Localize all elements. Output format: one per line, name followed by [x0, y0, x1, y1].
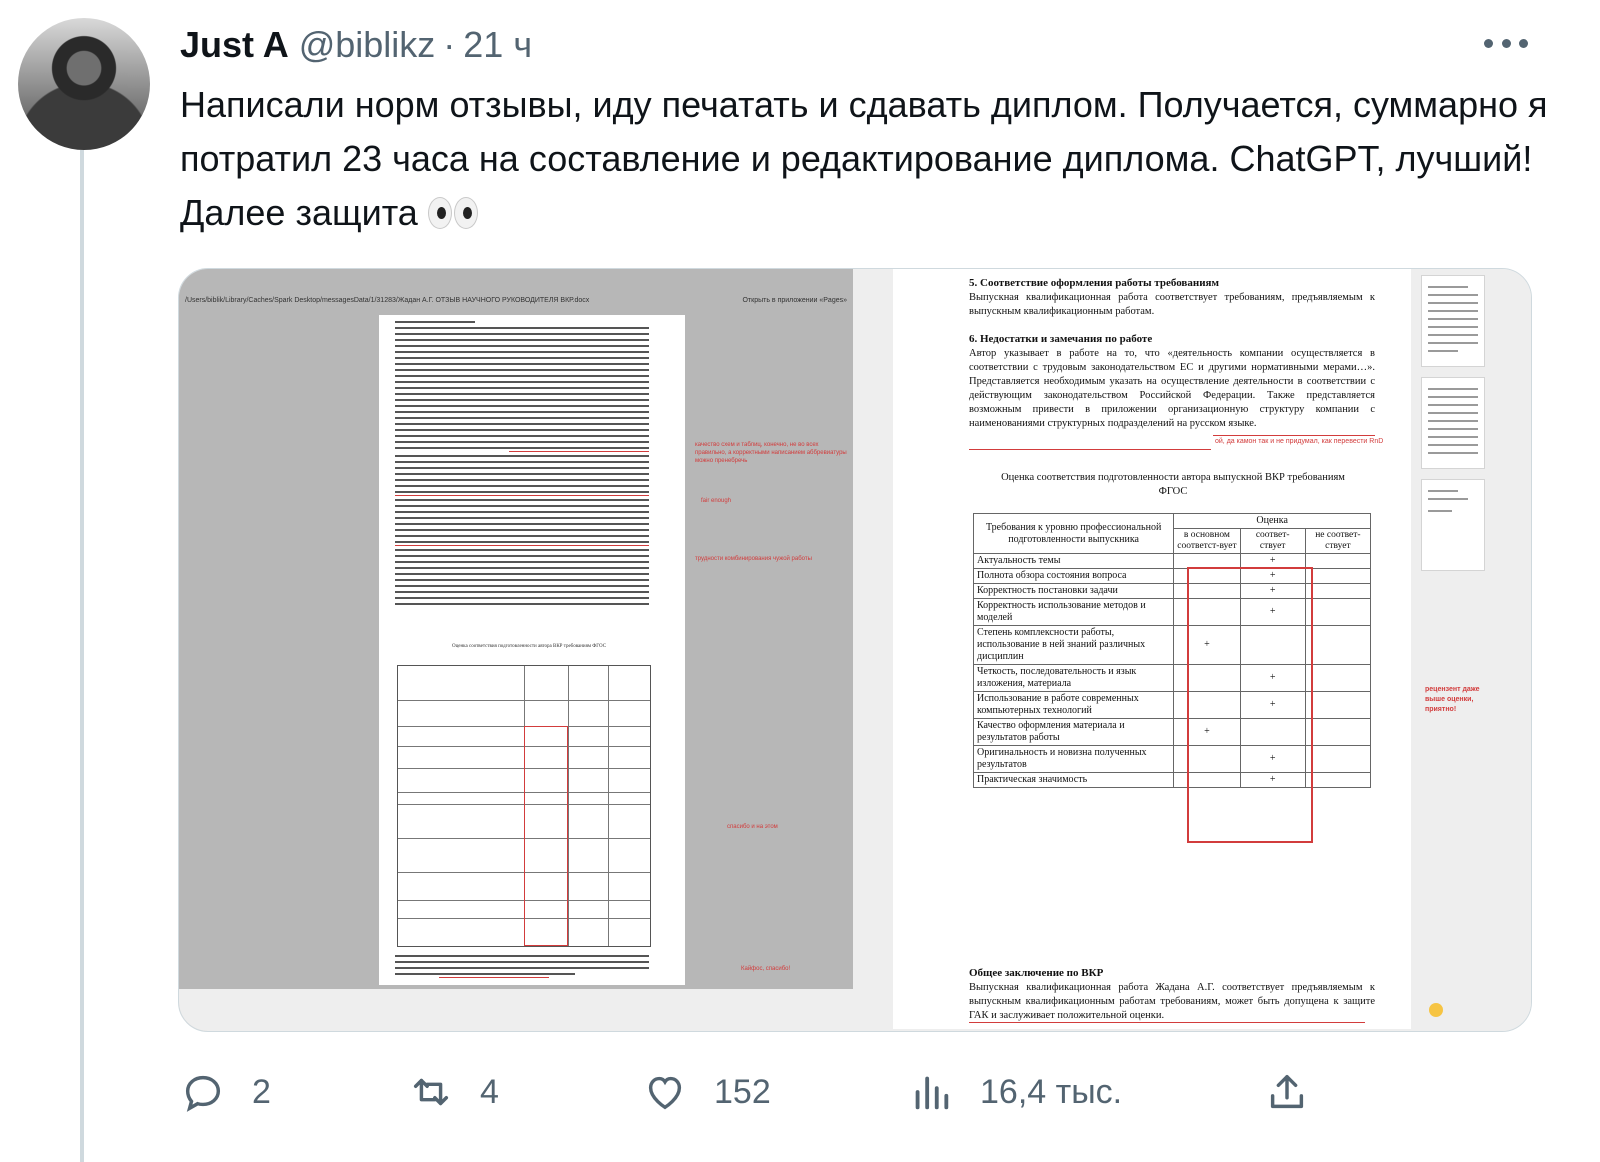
tweet-body: Написали норм отзывы, иду печатать и сдавать диплом. Получается, суммарно я потратил 23 часа на составление и редактирование диплома. ChatGPT, лучший! Далее защита — [180, 84, 1548, 233]
author-handle[interactable]: @biblikz — [298, 24, 436, 65]
annotation-schemes: качество схем и таблиц, конечно, не во всех правильно, а корректными написанием аббревиатуры можно пренебречь — [695, 442, 847, 464]
table-row: Степень комплексности работы, использование в ней знаний различных дисциплин + — [974, 626, 1371, 665]
section5-title: 5. Соответствие оформления работы требованиям — [969, 277, 1219, 289]
table-row: Корректность постановки задачи + — [974, 584, 1371, 599]
conclusion-text: Выпускная квалификационная работа Жадана А.Г. соответствует предъявляемым к выпускным квалификационным работам требованиям, может быть допущена к защите ГАК и заслуживает положительной оценки. — [969, 982, 1375, 1021]
page-thumbnails[interactable] — [1421, 269, 1489, 1029]
thread-line — [80, 150, 84, 1162]
page-thumbnail[interactable] — [1421, 377, 1485, 469]
conclusion-title: Общее заключение по ВКР — [969, 967, 1104, 979]
share-icon — [1264, 1069, 1310, 1115]
like-button[interactable] — [642, 1060, 771, 1124]
table-row: Оригинальность и новизна полученных результатов + — [974, 746, 1371, 773]
section6-text: Автор указывает в работе на то, что «деятельность компании осуществляется в соответствии с трудовым законодательством ЕС и другими нормативными мерами…». Представляется необходимым указать на осуществление деятельности в соответствии с действующим законодательством Российской Федерации. Также представляется возможным привести в приложении организационную структуру компании с наименованиями структурных подразделений на русском языке. — [969, 348, 1375, 429]
media-divider — [853, 269, 893, 1031]
open-in-app: Открыть в приложении «Pages» — [742, 297, 847, 304]
reply-count: 2 — [252, 1072, 271, 1111]
retweet-button[interactable] — [408, 1060, 499, 1124]
header-no: не соответ-ствует — [1305, 529, 1370, 554]
section6-annotation: ой, да камон так и не придумал, как перевести RnD — [1215, 438, 1384, 445]
tweet-actions — [180, 1060, 1340, 1124]
share-button[interactable] — [1264, 1060, 1310, 1124]
retweet-count: 4 — [480, 1072, 499, 1111]
annotation-difficulties: трудности комбинирования чужой работы — [695, 556, 812, 562]
reply-button[interactable] — [180, 1060, 271, 1124]
left-table-caption: Оценка соответствия подготовленности автора ВКР требованиям ФГОС — [451, 644, 607, 649]
right-table-caption: Оценка соответствия подготовленности автора выпускной ВКР требованиям ФГОС — [1001, 472, 1345, 497]
header-mostly: в основном соответст-вует — [1174, 529, 1240, 554]
separator-dot: · — [443, 24, 456, 65]
like-count: 152 — [714, 1072, 771, 1111]
eyes-emoji-icon — [428, 190, 480, 244]
like-icon — [642, 1069, 688, 1115]
file-path-bar — [179, 293, 853, 309]
header-requirements: Требования к уровню профессиональной подготовленности выпускника — [974, 514, 1174, 554]
left-document-screenshot — [179, 269, 853, 1031]
section5-text: Выпускная квалификационная работа соответствует требованиям, предъявляемым к выпускным квалификационным работам. — [969, 292, 1375, 317]
table-row: Качество оформления материала и результатов работы + — [974, 719, 1371, 746]
table-row: Корректность использование методов и моделей + — [974, 599, 1371, 626]
table-row: Четкость, последовательность и язык изложения, материала + — [974, 665, 1371, 692]
left-page — [379, 315, 685, 985]
reply-icon — [180, 1069, 226, 1115]
tweet-header — [180, 24, 532, 68]
section6-title: 6. Недостатки и замечания по работе — [969, 333, 1153, 345]
page-thumbnail[interactable] — [1421, 479, 1485, 571]
header-yes: соответ-ствует — [1240, 529, 1305, 554]
right-page — [893, 269, 1411, 1029]
annotation-fair-enough: fair enough — [701, 498, 732, 504]
avatar[interactable] — [18, 18, 150, 150]
table-row: Полнота обзора состояния вопроса + — [974, 569, 1371, 584]
header-score: Оценка — [1174, 514, 1371, 529]
tweet-time[interactable]: 21 ч — [463, 24, 533, 65]
author-name[interactable]: Just A — [180, 24, 289, 65]
table-row: Практическая значимость + — [974, 773, 1371, 788]
views-button[interactable] — [908, 1060, 1122, 1124]
page-thumbnail[interactable] — [1421, 275, 1485, 367]
annotation-thanks: спасибо и на этом — [727, 824, 778, 830]
more-icon[interactable] — [1484, 30, 1528, 56]
table-row: Актуальность темы + — [974, 554, 1371, 569]
left-bottom-gap — [179, 989, 853, 1031]
retweet-icon — [408, 1069, 454, 1115]
smile-emoji-icon — [1429, 1003, 1443, 1017]
views-icon — [908, 1069, 954, 1115]
left-assessment-table — [397, 665, 651, 947]
annotation-kaifos: Кайфос, спасибо! — [741, 966, 791, 972]
tweet-text — [180, 78, 1560, 244]
side-annotation: рецензент даже выше оценки, приятно! — [1425, 686, 1480, 713]
red-highlight-box — [1187, 567, 1313, 843]
tweet-media[interactable] — [178, 268, 1532, 1032]
table-row: Использование в работе современных компьютерных технологий + — [974, 692, 1371, 719]
right-document-screenshot — [893, 269, 1531, 1031]
file-path: /Users/biblik/Library/Caches/Spark Desktop/messagesData/1/31283/Жадан А.Г. ОТЗЫВ НАУЧНОГО РУКОВОДИТЕЛЯ ВКР.docx — [185, 297, 590, 304]
views-count: 16,4 тыс. — [980, 1072, 1123, 1111]
